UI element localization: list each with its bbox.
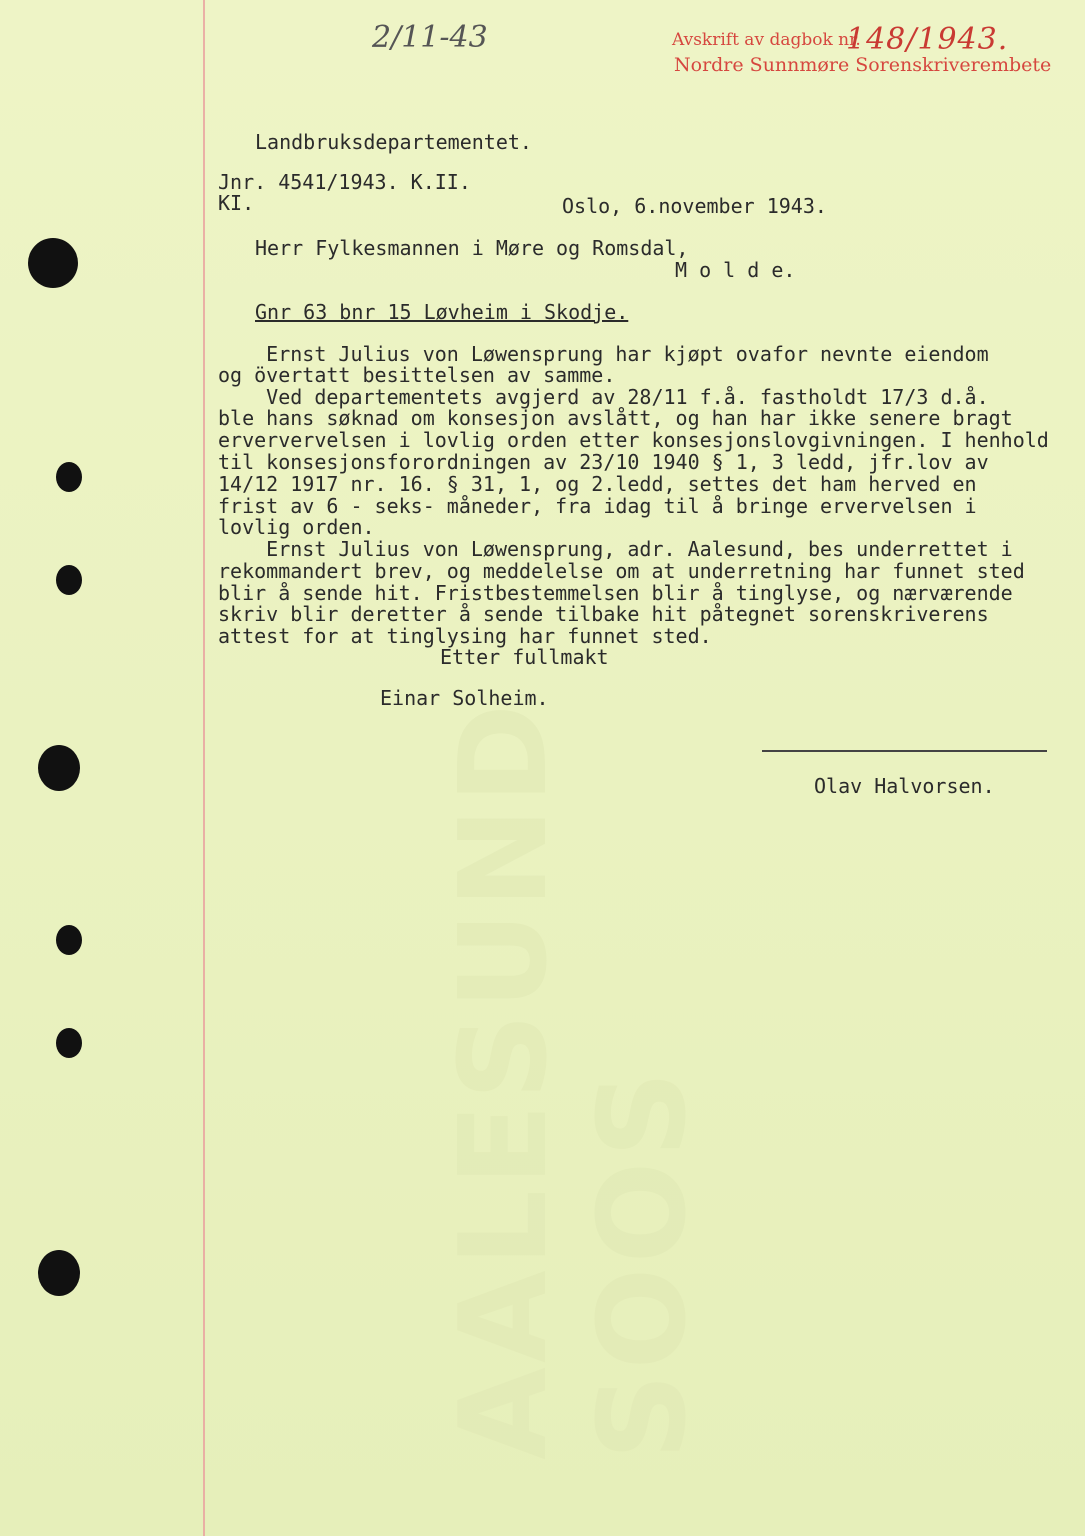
- closing-phrase: Etter fullmakt: [440, 645, 609, 669]
- punch-hole: [38, 745, 80, 791]
- body-line: rekommandert brev, og meddelelse om at underretning har funnet sted: [218, 559, 1025, 583]
- body-line: Ved departementets avgjerd av 28/11 f.å. fastholdt 17/3 d.å.: [218, 385, 989, 409]
- body-line: ble hans søknad om konsesjon avslått, og han har ikke senere bragt: [218, 406, 1013, 430]
- handwritten-date: 2/11-43: [372, 20, 488, 55]
- body-line: erververvelsen i lovlig orden etter konsesjonslovgivningen. I henhold: [218, 428, 1049, 452]
- body-line: frist av 6 - seks- måneder, fra idag til å bringe ervervelsen i: [218, 494, 977, 518]
- subject-line: Gnr 63 bnr 15 Løvheim i Skodje.: [255, 300, 629, 324]
- body-line: Ernst Julius von Løwensprung har kjøpt ovafor nevnte eiendom: [218, 342, 989, 366]
- journal-number: Jnr. 4541/1943. K.II.: [218, 170, 471, 194]
- body-line: 14/12 1917 nr. 16. § 31, 1, og 2.ledd, settes det ham herved en: [218, 472, 977, 496]
- signer-name: Einar Solheim.: [380, 686, 549, 710]
- stamp-line2: Nordre Sunnmøre Sorenskriverembete: [674, 54, 1052, 76]
- punch-hole: [56, 565, 82, 595]
- department-name: Landbruksdepartementet.: [255, 130, 532, 154]
- margin-line: [203, 0, 205, 1536]
- punch-hole: [28, 238, 78, 288]
- stamp-number: 148/1943.: [846, 22, 1009, 57]
- initials: KI.: [218, 191, 255, 215]
- stamp-line1: Avskrift av dagbok nr.: [672, 30, 861, 50]
- punch-hole: [38, 1250, 80, 1296]
- watermark: AALESUND SOOS: [435, 699, 713, 1460]
- punch-hole: [56, 1028, 82, 1058]
- punch-hole: [56, 462, 82, 492]
- body-line: attest for at tinglysing har funnet sted.: [218, 624, 712, 648]
- signer2-name: Olav Halvorsen.: [814, 774, 995, 798]
- recipient-line1: Herr Fylkesmannen i Møre og Romsdal,: [255, 236, 689, 260]
- punch-hole: [56, 925, 82, 955]
- body-line: Ernst Julius von Løwensprung, adr. Aalesund, bes underrettet i: [218, 537, 1013, 561]
- body-line: skriv blir deretter å sende tilbake hit påtegnet sorenskriverens: [218, 602, 989, 626]
- body-line: til konsesjonsforordningen av 23/10 1940 § 1, 3 ledd, jfr.lov av: [218, 450, 989, 474]
- body-line: blir å sende hit. Fristbestemmelsen blir å tinglyse, og nærværende: [218, 581, 1013, 605]
- body-line: lovlig orden.: [218, 515, 375, 539]
- place-date: Oslo, 6.november 1943.: [562, 194, 827, 218]
- recipient-line2: M o l d e.: [675, 258, 796, 282]
- body-line: og övertatt besittelsen av samme.: [218, 363, 616, 387]
- signature-line: [762, 750, 1047, 752]
